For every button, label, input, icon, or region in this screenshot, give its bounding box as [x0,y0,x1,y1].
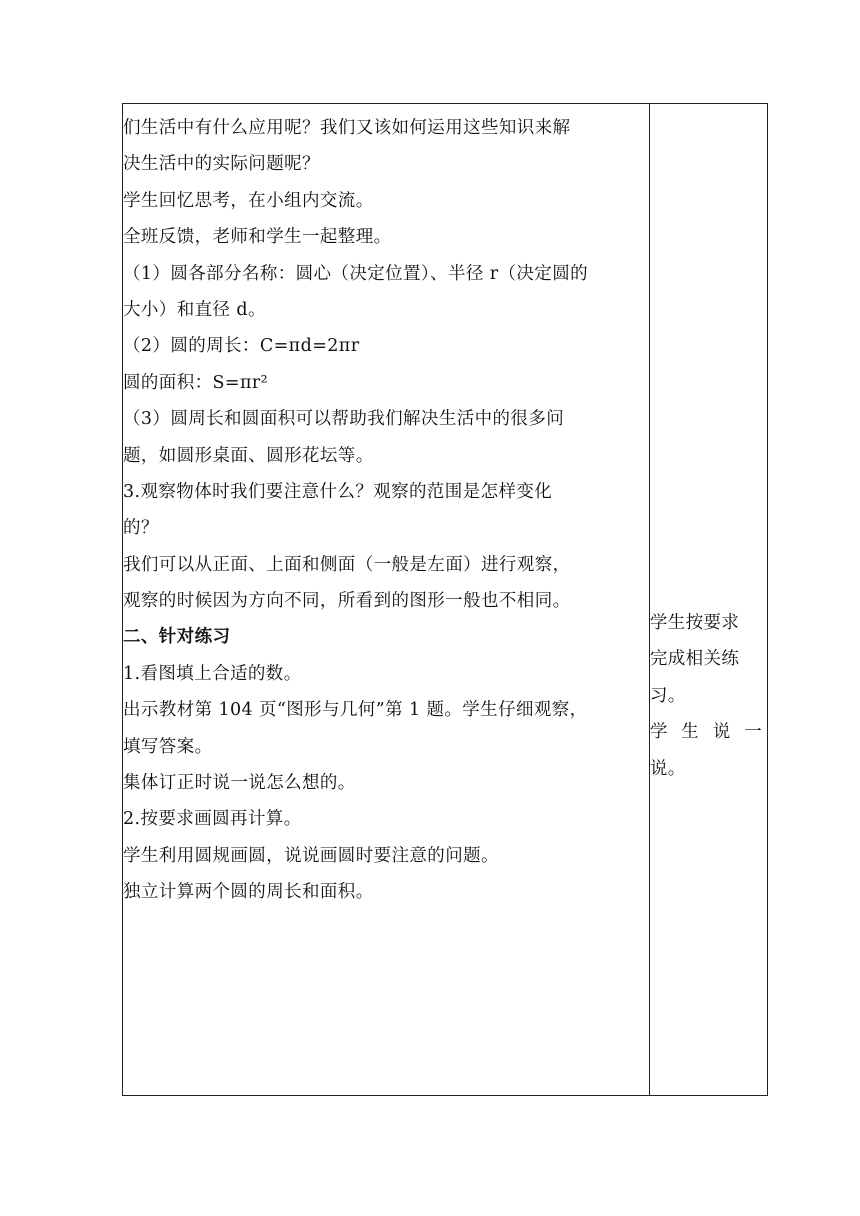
text-line: 大小）和直径 d。 [123,299,266,320]
text-line: 出示教材第 104 页“图形与几何”第 1 题。学生仔细观察， [123,700,588,721]
side-text-line: 学生说一 [649,722,776,743]
side-text-line: 完成相关练 [649,649,740,670]
lesson-plan-table [122,103,776,1096]
text-line: 的？ [123,518,159,539]
text-line: 观察的时候因为方向不同，所看到的图形一般也不相同。 [123,591,571,612]
text-line: 题，如圆形桌面、圆形花坛等。 [123,445,374,466]
text-line: 3.观察物体时我们要注意什么？观察的范围是怎样变化 [123,481,553,502]
text-line: 学生利用圆规画圆，说说画圆时要注意的问题。 [123,845,499,866]
area-formula: 圆的面积：S=πr² [123,372,269,393]
circumference-formula: （2）圆的周长：C=πd=2πr [123,336,360,357]
text-line: 们生活中有什么应用呢？我们又该如何运用这些知识来解 [123,118,571,138]
text-line: 2.按要求画圆再计算。 [123,809,302,830]
side-text-line: 学生按要求 [649,613,740,633]
text-line: （1）圆各部分名称：圆心（决定位置）、半径 r（决定圆的 [123,263,589,284]
text-line: 全班反馈，老师和学生一起整理。 [123,227,392,248]
text-line: 填写答案。 [123,736,213,757]
side-text-line: 习。 [649,685,686,706]
teaching-process-cell [123,104,650,1096]
text-line: 决生活中的实际问题呢？ [123,154,320,175]
text-line: （3）圆周长和圆面积可以帮助我们解决生活中的很多问 [123,409,565,430]
text-line: 独立计算两个圆的周长和面积。 [123,882,374,903]
side-text-line: 说。 [649,758,686,779]
text-line: 我们可以从正面、上面和侧面（一般是左面）进行观察， [123,554,571,575]
text-line: 1.看图填上合适的数。 [123,663,302,684]
student-activity-cell [649,104,776,1096]
text-line: 学生回忆思考，在小组内交流。 [123,190,374,211]
text-line: 集体订正时说一说怎么想的。 [123,773,356,794]
section-heading: 二、针对练习 [123,627,231,648]
